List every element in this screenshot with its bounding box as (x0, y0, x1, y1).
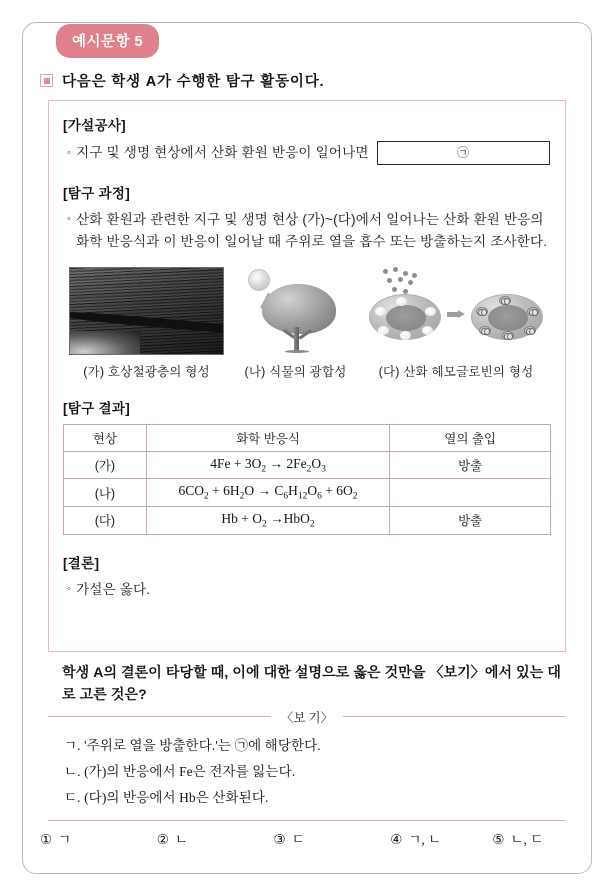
cell-heat: 방출 (390, 507, 551, 535)
photosynthesis-illustration (242, 267, 350, 355)
bogi-item: ㄴ. (가)의 반응에서 Fe은 전자를 잃는다. (64, 764, 296, 779)
example-question-badge: 예시문항 5 (56, 24, 159, 58)
process-line (63, 209, 551, 253)
table-header-row (64, 424, 551, 451)
bogi-label: 〈보 기〉 (271, 708, 343, 726)
tree-trunk-icon (294, 327, 299, 351)
cell-phenomenon: (가) (64, 451, 147, 479)
process-text: 산화 환원과 관련한 지구 및 생명 현상 (가)~(다)에서 일어나는 산화 환원 반응의 화학 반응식과 이 반응이 일어날 때 주위로 열을 흡수 또는 방출하는지 조사한다. (76, 212, 548, 249)
choice-text: ㄷ (291, 832, 305, 847)
question-prompt: 학생 A의 결론이 타당할 때, 이에 대한 설명으로 옳은 것만을 〈보기〉에서 있는 대로 고른 것은? (62, 664, 561, 702)
bullet-icon: ◦ (67, 582, 72, 595)
table-row (64, 507, 551, 535)
choice-text: ㄱ (58, 832, 72, 847)
choice-text: ㄴ, ㄷ (510, 832, 544, 847)
answer-choice-1[interactable] (40, 828, 157, 848)
table-row (64, 479, 551, 507)
cell-equation: $6CO_2 + 6H_2O \to C_6H_{12}O_6 + 6O_2$ (146, 479, 390, 507)
cell-phenomenon: (다) (64, 507, 147, 535)
conclusion-line (63, 579, 551, 601)
figure-row (69, 267, 545, 380)
cell-phenomenon: (나) (64, 479, 147, 507)
answer-choices (40, 828, 580, 848)
bogi-item: ㄱ. '주위로 열을 방출한다.'는 ㉠에 해당한다. (64, 738, 321, 753)
figure-oxyhemoglobin (367, 267, 545, 380)
choice-number: ③ (273, 832, 286, 847)
tree-canopy-icon (262, 284, 336, 334)
stem-text: 다음은 학생 A가 수행한 탐구 활동이다. (62, 74, 325, 90)
cell-heat (390, 479, 551, 507)
choice-number: ② (156, 832, 169, 847)
ground-icon (285, 350, 309, 353)
hypothesis-text: 지구 및 생명 현상에서 산화 환원 반응이 일어나면 (76, 145, 369, 161)
results-table (63, 424, 551, 535)
cell-equation: $Hb + O_2 \to HbO_2$ (146, 507, 390, 535)
banded-iron-formation-photo (69, 267, 224, 355)
choice-number: ① (40, 832, 53, 847)
figure-banded-iron (69, 267, 224, 380)
hypothesis-blank-box (377, 141, 550, 165)
bullet-icon: ◦ (67, 146, 72, 159)
hypothesis-title: [가설공사] (63, 118, 126, 133)
blank-symbol: ㉠ (456, 145, 470, 160)
column-header-phenomenon: 현상 (64, 424, 147, 451)
question-stem (40, 70, 324, 91)
choice-text: ㄱ, ㄴ (408, 832, 442, 847)
sun-icon (248, 269, 270, 291)
choice-number: ④ (390, 832, 403, 847)
hypothesis-line (63, 141, 551, 165)
answer-choice-2[interactable] (157, 828, 274, 848)
table-row (64, 451, 551, 479)
bogi-box (48, 711, 566, 821)
process-title: [탐구 과정] (63, 186, 131, 201)
bogi-item: ㄷ. (다)의 반응에서 Hb은 산화된다. (64, 790, 269, 805)
arrow-right-icon (447, 310, 465, 319)
conclusion-title: [결론] (63, 555, 100, 571)
answer-choice-5[interactable] (492, 828, 580, 848)
column-header-heat: 열의 출입 (390, 424, 551, 451)
oxygen-molecules-icon (381, 267, 427, 297)
cell-equation: $4Fe + 3O_2 \to 2Fe_2O_3$ (146, 451, 390, 479)
red-blood-cell-oxy-icon (471, 294, 543, 340)
figure-caption: (가) 호상철광층의 형성 (83, 364, 210, 379)
stem-marker-icon (40, 74, 53, 87)
answer-choice-4[interactable] (390, 828, 492, 848)
red-blood-cell-deoxy-icon (369, 294, 441, 340)
choice-text: ㄴ (174, 832, 188, 847)
figure-photosynthesis (242, 267, 350, 380)
column-header-equation: 화학 반응식 (146, 424, 390, 451)
cell-heat: 방출 (390, 451, 551, 479)
figure-caption: (다) 산화 헤모글로빈의 형성 (378, 364, 534, 379)
conclusion-text: 가설은 옳다. (76, 581, 151, 597)
results-title: [탐구 결과] (63, 400, 131, 416)
choice-number: ⑤ (492, 832, 505, 847)
bullet-icon: ◦ (67, 213, 72, 225)
hemoglobin-illustration (367, 267, 545, 355)
passage-box (48, 100, 566, 652)
answer-choice-3[interactable] (274, 828, 391, 848)
figure-caption: (나) 식물의 광합성 (244, 364, 347, 379)
